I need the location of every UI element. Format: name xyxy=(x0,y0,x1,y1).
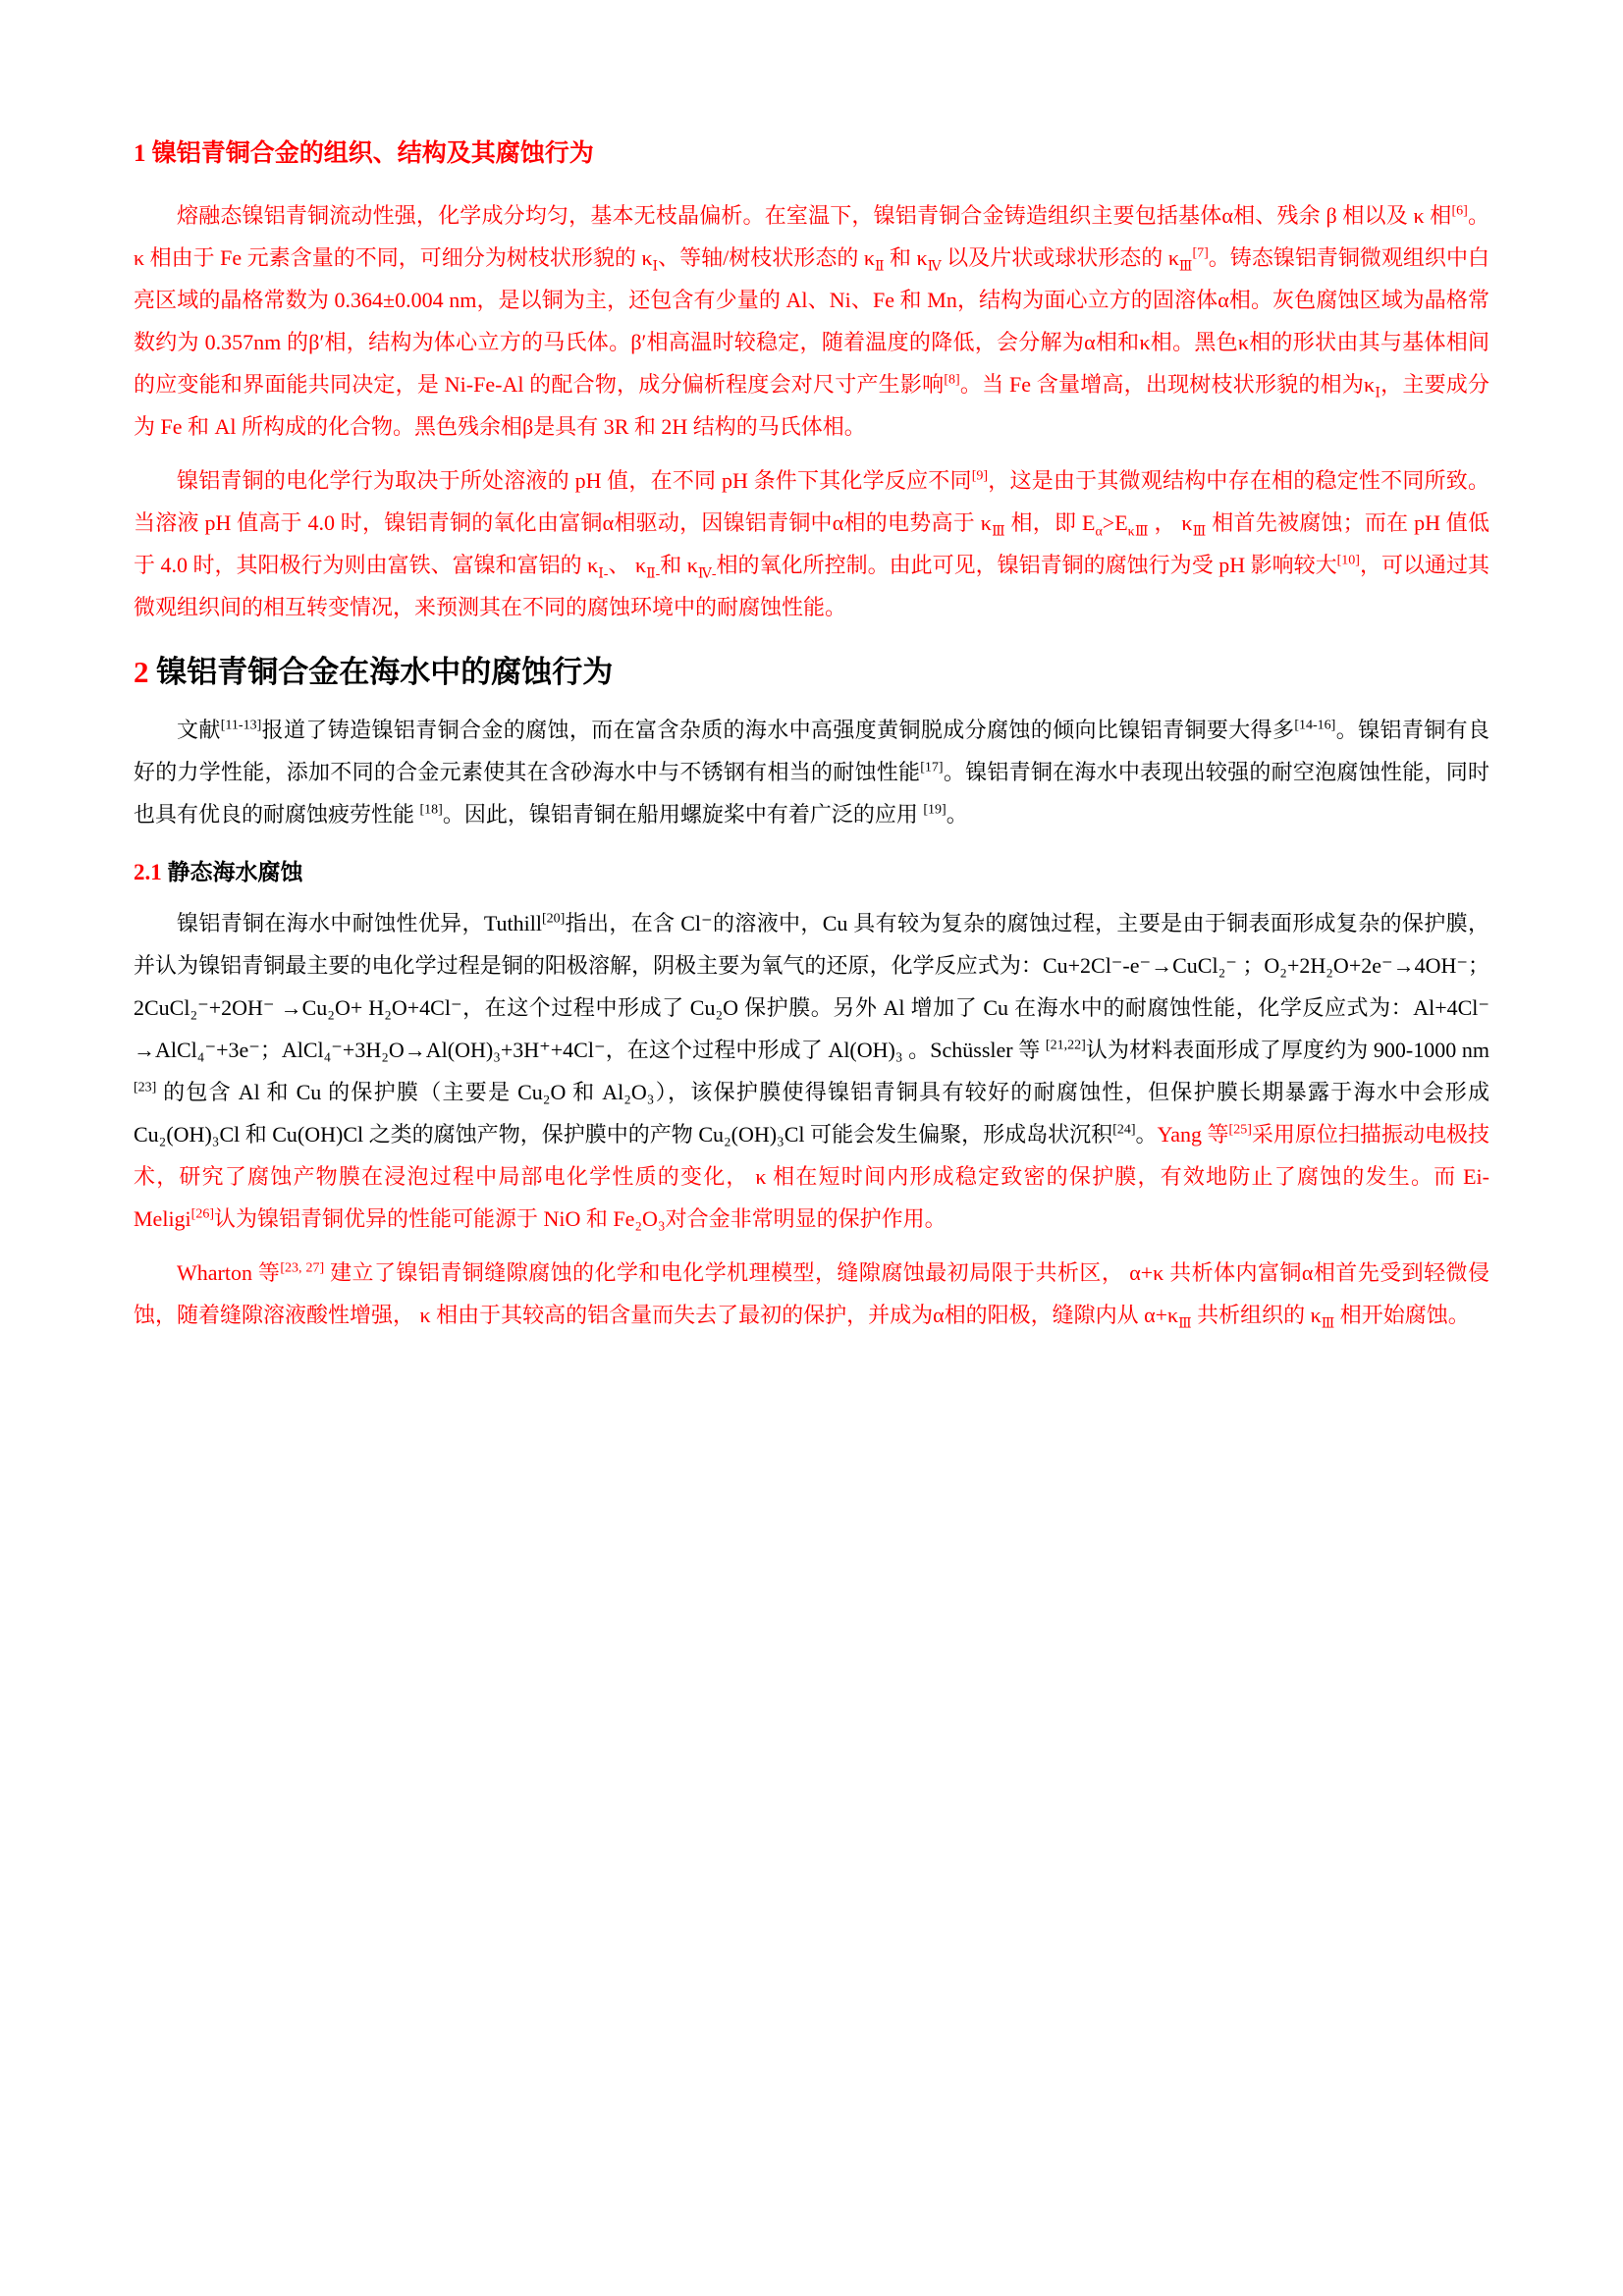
text-run: 报道了铸造镍铝青铜合金的腐蚀，而在富含杂质的海水中高强度黄铜脱成分腐蚀的倾向比镍铝青铜要大得多 xyxy=(261,718,1295,742)
text-run: 相开始腐蚀。 xyxy=(1334,1303,1470,1327)
text-run: 熔融态镍铝青铜流动性强，化学成分均匀，基本无枝晶偏析。在室温下，镍铝青铜合金铸造组织主要包括基体α相、残余 β 相以及 κ 相 xyxy=(177,203,1452,228)
reference-superscript: [26] xyxy=(190,1206,214,1222)
phase-subscript: Ⅱ xyxy=(874,259,885,275)
reference-superscript: [7] xyxy=(1192,245,1209,261)
reference-superscript: [18] xyxy=(419,802,443,818)
text-run: 、 κ xyxy=(608,553,647,577)
text-run: 相，即 E xyxy=(1004,510,1096,535)
text-run: Yang 等 xyxy=(1157,1122,1229,1147)
paragraph-2-1-1 xyxy=(134,902,1489,1240)
text-run: 。当 Fe 含量增高，出现树枝状形貌的相为κ xyxy=(959,372,1376,397)
section-1-heading xyxy=(134,137,1489,171)
reference-superscript: [23] xyxy=(134,1080,157,1095)
section-2-1-heading xyxy=(134,857,1489,888)
phase-subscript: Ⅳ xyxy=(927,259,942,275)
reference-superscript: [21,22] xyxy=(1045,1038,1086,1053)
text-run: 。镍铝青铜在海水中表现出较强的耐空泡腐蚀性能，同时也具有优良的耐腐蚀疲劳性能 xyxy=(134,760,1489,827)
reference-superscript: [23, 27] xyxy=(280,1260,325,1276)
phase-subscript: Ⅲ xyxy=(991,524,1005,540)
phase-subscript: Ⅲ xyxy=(1321,1316,1335,1332)
text-run: 镍铝青铜的电化学行为取决于所处溶液的 pH 值，在不同 pH 条件下其化学反应不同 xyxy=(177,468,972,493)
text-run: 以及片状或球状形态的 κ xyxy=(941,245,1179,270)
text-run: ，这是由于其微观结构中存在相的稳定性不同所致。当溶液 pH 值高于 4.0 时，镍铝青铜的氧化由富铜α相驱动，因镍铝青铜中α相的电势高于 κ xyxy=(134,468,1489,535)
phase-subscript: Ⅲ xyxy=(1192,524,1207,540)
text-run: ，可以通过其微观组织间的相互转变情况，来预测其在不同的腐蚀环境中的耐腐蚀性能。 xyxy=(134,553,1489,619)
phase-subscript: Ⅲ xyxy=(1178,1316,1192,1332)
text-run: 。 xyxy=(1135,1122,1158,1147)
section-2-heading xyxy=(134,652,1489,693)
document-content xyxy=(134,137,1489,1336)
text-run: 认为材料表面形成了厚度约为 900-1000 nm xyxy=(1085,1038,1489,1062)
text-run: 建立了镍铝青铜缝隙腐蚀的化学和电化学机理模型，缝隙腐蚀最初局限于共析区， α+κ 共析体内富铜α相首先受到轻微侵蚀，随着缝隙溶液酸性增强， κ 相由于其较高的铝含量而失去了最初的保护，并成为α相的阳极，缝隙内从 α+κ xyxy=(134,1260,1489,1327)
paragraph-1-1 xyxy=(134,194,1489,448)
phase-subscript: κⅢ xyxy=(1127,524,1149,540)
paragraph-2-1-2 xyxy=(134,1252,1489,1336)
reference-superscript: [24] xyxy=(1112,1122,1136,1138)
text-run: 。铸态镍铝青铜微观组织中白亮区域的晶格常数为 0.364±0.004 nm，是以铜为主，还包含有少量的 Al、Ni、Fe 和 Mn，结构为面心立方的固溶体α相。灰色腐蚀区域为晶格常数约为 0.357nm 的β′相，结构为体心立方的马氏体。β′相高温时较稳定，随着温度的降低，会分解为α相和κ相。黑色κ相的形状由其与基体相间的应变能和界面能共同决定，是 Ni-Fe-Al 的配合物，成分偏析程度会对尺寸产生影响 xyxy=(134,245,1489,397)
text-run: ，主要成分为 Fe 和 Al 所构成的化合物。黑色残余相β是具有 3R 和 2H 结构的马氏体相。 xyxy=(134,372,1490,439)
text-run: Wharton 等 xyxy=(177,1260,281,1285)
phase-subscript: Ⅳ- xyxy=(697,566,717,582)
text-run: ， κ xyxy=(1148,510,1193,535)
text-run: 。因此，镍铝青铜在船用螺旋桨中有着广泛的应用 xyxy=(442,802,924,827)
phase-subscript: Ⅰ xyxy=(1375,386,1381,401)
text-run: 。 xyxy=(946,802,968,827)
text-run: 相的氧化所控制。由此可见，镍铝青铜的腐蚀行为受 pH 影响较大 xyxy=(716,553,1337,577)
text-run: 2.1 xyxy=(134,860,168,884)
text-run: 指出，在含 Cl⁻的溶液中，Cu 具有较为复杂的腐蚀过程，主要是由于铜表面形成复杂的保护膜，并认为镍铝青铜最主要的电化学过程是铜的阳极溶解，阴极主要为氧气的还原，化学反应式为：Cu+2Cl⁻-e⁻→CuCl₂⁻ ；O₂+2H₂O+2e⁻→4OH⁻；2CuCl₂⁻+2OH⁻ →Cu₂O+ H₂O+4Cl⁻，在这个过程中形成了 Cu₂O 保护膜。另外 Al 增加了 Cu 在海水中的耐腐蚀性能，化学反应式为：Al+4Cl⁻ →AlCl₄⁻+3e⁻；AlCl₄⁻+3H₂O→Al(OH)₃+3H⁺+4Cl⁻，在这个过程中形成了 Al(OH)₃ 。Schüssler 等 xyxy=(134,911,1489,1062)
reference-superscript: [19] xyxy=(923,802,947,818)
text-run: 镍铝青铜在海水中耐蚀性优异，Tuthill xyxy=(177,911,542,935)
text-run: 共析组织的 κ xyxy=(1191,1303,1322,1327)
phase-subscript: Ⅱ- xyxy=(646,566,661,582)
reference-superscript: [11-13] xyxy=(220,718,262,733)
reference-superscript: [17] xyxy=(920,760,944,775)
reference-superscript: [6] xyxy=(1451,203,1468,219)
text-run: 文献 xyxy=(177,718,221,742)
phase-subscript: Ⅰ xyxy=(652,259,659,275)
text-run: 2 xyxy=(134,655,157,689)
phase-subscript: α xyxy=(1095,524,1103,540)
reference-superscript: [8] xyxy=(944,372,960,388)
text-run: 1 镍铝青铜合金的组织、结构及其腐蚀行为 xyxy=(134,140,594,167)
phase-subscript: Ⅲ xyxy=(1178,259,1193,275)
reference-superscript: [9] xyxy=(971,468,989,484)
reference-superscript: [14-16] xyxy=(1294,718,1336,733)
text-run: 。κ 相由于 Fe 元素含量的不同，可细分为树枝状形貌的 κ xyxy=(134,203,1489,270)
text-run: 和 κ xyxy=(884,245,928,270)
reference-superscript: [20] xyxy=(541,911,566,927)
text-run: 采用原位扫描振动电极技术，研究了腐蚀产物膜在浸泡过程中局部电化学性质的变化， κ 相在短时间内形成稳定致密的保护膜，有效地防止了腐蚀的发生。而 Ei-Meligi xyxy=(134,1122,1489,1231)
text-run: 。镍铝青铜有良好的力学性能，添加不同的合金元素使其在含砂海水中与不锈钢有相当的耐蚀性能 xyxy=(134,718,1489,784)
text-run: 、等轴/树枝状形态的 κ xyxy=(658,245,875,270)
text-run: 静态海水腐蚀 xyxy=(167,860,303,884)
text-run: >E xyxy=(1102,510,1128,535)
paragraph-2-1 xyxy=(134,709,1489,835)
text-run: 相首先被腐蚀；而在 pH 值低于 4.0 时，其阳极行为则由富铁、富镍和富铝的 κ xyxy=(134,510,1489,577)
reference-superscript: [10] xyxy=(1336,553,1360,568)
text-run: 镍铝青铜合金在海水中的腐蚀行为 xyxy=(156,655,614,689)
phase-subscript: Ⅰ- xyxy=(598,566,609,582)
text-run: 的包含 Al 和 Cu 的保护膜（主要是 Cu₂O 和 Al₂O₃），该保护膜使得镍铝青铜具有较好的耐腐蚀性，但保护膜长期暴露于海水中会形成 Cu₂(OH)₃Cl 和 Cu(OH)Cl 之类的腐蚀产物，保护膜中的产物 Cu₂(OH)₃Cl 可能会发生偏聚，形成岛状沉积 xyxy=(134,1080,1489,1147)
paragraph-1-2 xyxy=(134,459,1489,628)
text-run: 和 κ xyxy=(660,553,698,577)
text-run: 认为镍铝青铜优异的性能可能源于 NiO 和 Fe₂O₃对合金非常明显的保护作用。 xyxy=(214,1206,947,1231)
reference-superscript: [25] xyxy=(1228,1122,1252,1138)
